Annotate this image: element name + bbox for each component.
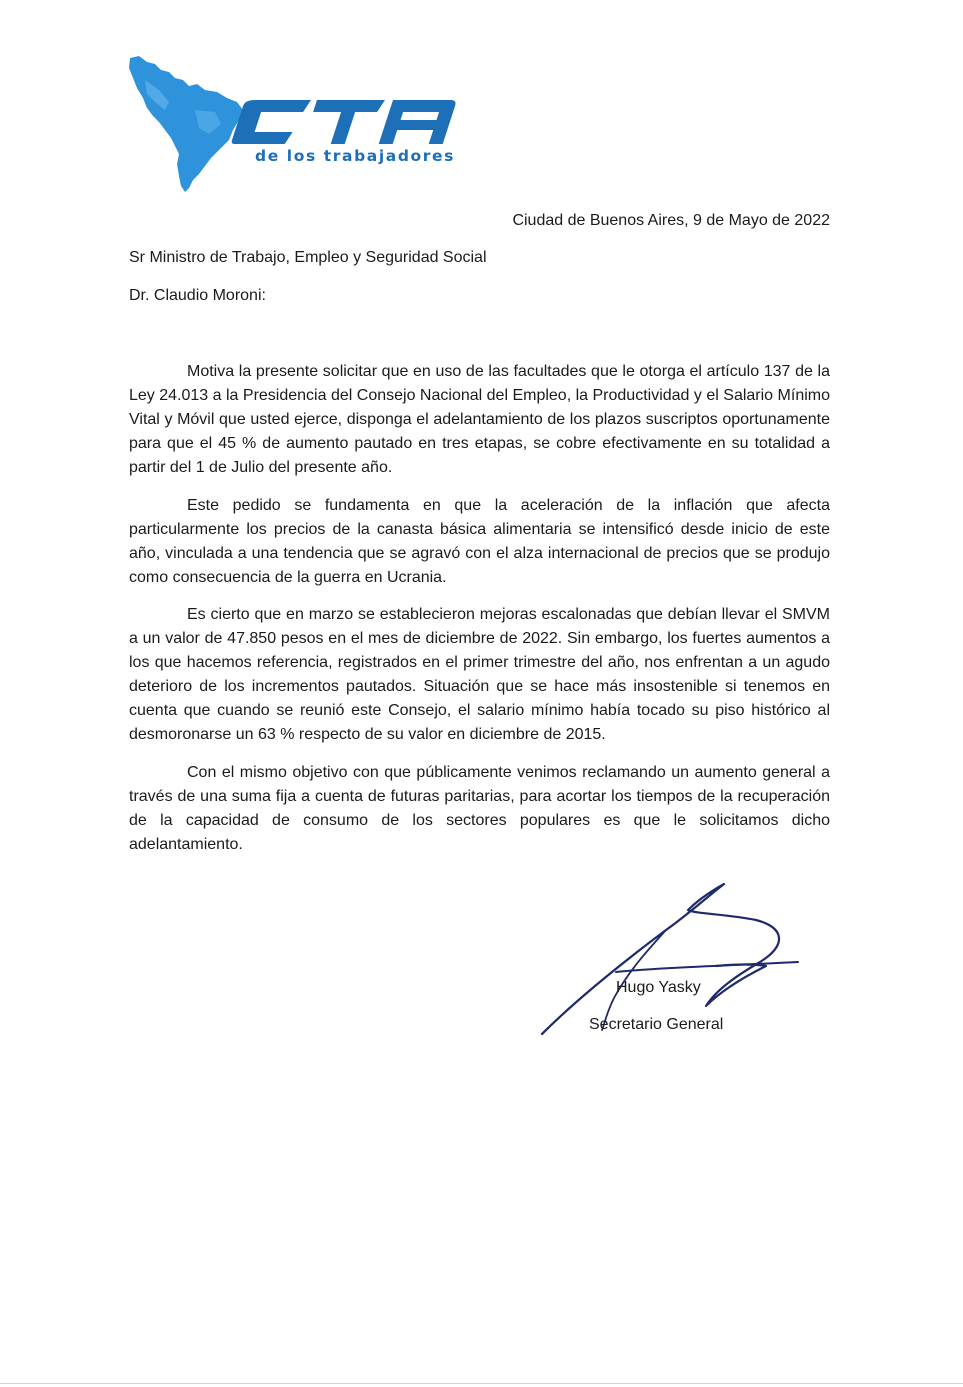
paragraph: Motiva la presente solicitar que en uso de las facultades que le otorga el artículo 137 de la Ley 24.013 a la Presidencia del Consejo Nacional del Empleo, la Productividad y el Salario Mínimo Vital y Móvil que usted ejerce, disponga el adelantamiento de los plazos suscriptos oportunamente para que el 45 % de aumento pautado en tres etapas, se cobre efectivamente en su totalidad a partir del 1 de Julio del presente año.	[129, 363, 830, 476]
letter-body	[129, 360, 830, 870]
latin-america-map-icon	[129, 56, 243, 192]
paragraph: Es cierto que en marzo se establecieron mejoras escalonadas que debían llevar el SMVM a un valor de 47.850 pesos en el mes de diciembre de 2022. Sin embargo, los fuertes aumentos a los que hacemos referencia, registrados en el primer trimestre del año, nos enfrentan a un agudo deterioro de los incrementos pautados. Situación que se hace más insostenible si tenemos en cuenta que cuando se reunió este Consejo, el salario mínimo había tocado su piso histórico al desmoronarse un 63 % respecto de su valor en diciembre de 2015.	[129, 606, 830, 743]
date-line: Ciudad de Buenos Aires, 9 de Mayo de 2022	[512, 212, 830, 229]
paragraph: Este pedido se fundamenta en que la aceleración de la inflación que afecta particularmente los precios de la canasta básica alimentaria se intensificó desde inicio de este año, vinculada a una tendencia que se agravó con el alza internacional de precios que se produjo como consecuencia de la guerra en Ucrania.	[129, 496, 830, 586]
signer-title: Secretario General	[589, 1016, 724, 1033]
logo-subtitle: de los trabajadores	[255, 147, 455, 165]
cta-logo	[125, 50, 470, 195]
recipient-line: Sr Ministro de Trabajo, Empleo y Seguridad Social	[129, 249, 487, 266]
salutation: Dr. Claudio Moroni:	[129, 287, 266, 304]
signer-name: Hugo Yasky	[616, 979, 701, 996]
paragraph: Con el mismo objetivo con que públicamente venimos reclamando un aumento general a través de una suma fija a cuenta de futuras paritarias, para acortar los tiempos de la recuperación de la capacidad de consumo de los sectores populares es que le solicitamos dicho adelantamiento.	[129, 763, 830, 853]
page-bottom-divider	[0, 1383, 963, 1384]
cta-logo-graphic	[125, 50, 470, 195]
